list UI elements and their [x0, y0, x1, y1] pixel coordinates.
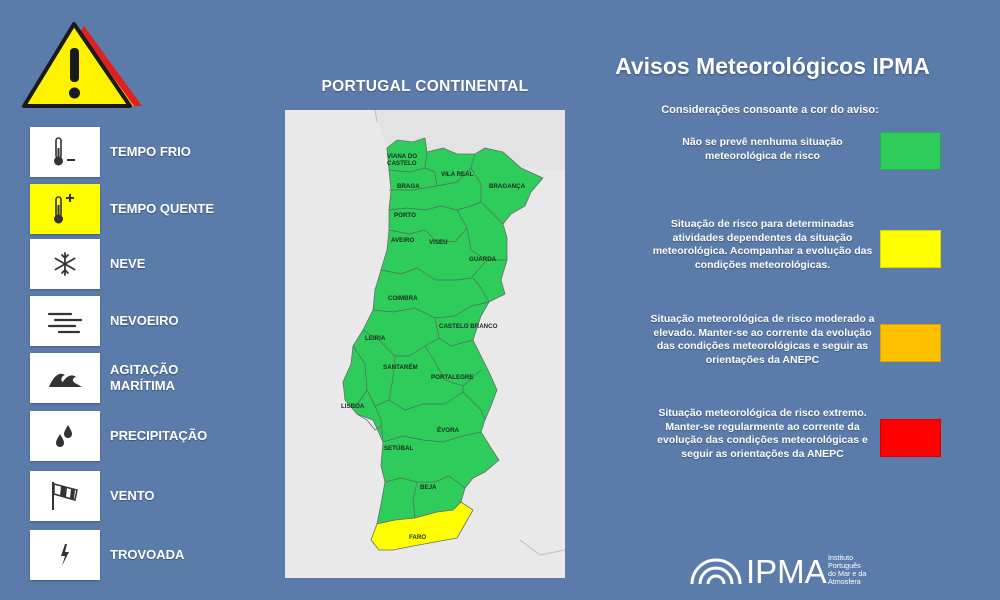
district-label-viana: VIANA DO [387, 153, 418, 160]
level-yellow-swatch [880, 230, 941, 268]
warning-type-label: NEVOEIRO [110, 313, 179, 328]
level-green-swatch [880, 132, 941, 170]
thermometer-plus-icon [30, 184, 100, 234]
lightning-icon [30, 530, 100, 580]
district-label-coimbra: COIMBRA [388, 295, 418, 302]
district-label-guarda: GUARDA [469, 256, 497, 263]
windsock-icon [30, 471, 100, 521]
warning-type-precipitation[interactable] [30, 411, 230, 461]
level-orange-swatch [880, 324, 941, 362]
district-label-vila-real: VILA REAL [441, 171, 474, 178]
page-title: Avisos Meteorológicos IPMA [615, 53, 930, 79]
raindrops-icon [30, 411, 100, 461]
district-label-beja: BEJA [420, 484, 437, 491]
district-label-lisboa: LISBOA [341, 403, 365, 410]
warning-type-wind[interactable] [30, 471, 230, 521]
considerations-heading: Considerações consoante a cor do aviso: [661, 104, 879, 116]
ipma-logo-name: IPMA [746, 553, 827, 588]
level-red-text: Situação meteorológica de risco extremo. Manter-se regularmente ao corrente da evolução das condições meteorológicas e seguir as orientações da ANEPC [657, 407, 868, 460]
level-orange-text: Situação meteorológica de risco moderado a elevado. Manter-se ao corrente da evolução das condições meteorológicas e seguir as orientações da ANEPC [650, 313, 875, 366]
warning-type-label: TEMPO FRIO [110, 144, 191, 159]
warning-type-label: VENTO [110, 488, 155, 503]
warning-type-thunderstorm[interactable] [30, 530, 230, 580]
district-label-porto: PORTO [394, 212, 416, 219]
district-label-santarem: SANTARÉM [383, 364, 418, 371]
warning-type-cold[interactable] [30, 127, 230, 177]
map-title: PORTUGAL CONTINENTAL [321, 78, 529, 95]
district-label-braga: BRAGA [397, 183, 420, 190]
ipma-logo [688, 546, 888, 588]
warning-type-heat[interactable] [30, 184, 230, 234]
district-label-portalegre: PORTALEGRE [431, 374, 474, 381]
warning-type-fog[interactable] [30, 296, 230, 346]
portugal-map [285, 110, 565, 578]
level-red-swatch [880, 419, 941, 457]
warning-type-snow[interactable] [30, 239, 230, 289]
warning-type-label: PRECIPITAÇÃO [110, 428, 208, 443]
warning-type-sea[interactable] [30, 353, 230, 403]
district-label-leiria: LEIRIA [365, 335, 386, 342]
level-yellow-text: Situação de risco para determinadas atividades dependentes da situação meteorológica. Acompanhar a evolução das condições meteorológicas. [652, 218, 873, 271]
district-label-evora: ÉVORA [437, 427, 460, 434]
warning-type-label: TEMPO QUENTE [110, 201, 215, 216]
ipma-logo-line: Atmosfera [828, 577, 861, 586]
ipma-logo-line: Instituto [828, 553, 854, 562]
district-label-castelo-branco: CASTELO BRANCO [439, 323, 498, 330]
district-label-setubal: SETÚBAL [384, 445, 414, 452]
district-label-faro: FARO [409, 534, 427, 541]
ipma-logo-line: do Mar e da [828, 569, 867, 578]
snowflake-icon [30, 239, 100, 289]
warning-type-label: NEVE [110, 256, 146, 271]
fog-icon [30, 296, 100, 346]
district-label-viana: CASTELO [387, 160, 417, 167]
warning-type-label: AGITAÇÃO MARÍTIMA [110, 362, 179, 393]
district-label-aveiro: AVEIRO [391, 237, 415, 244]
level-green-text: Não se prevê nenhuma situação meteorológica de risco [682, 136, 843, 162]
ipma-logo-line: Português [828, 561, 861, 570]
warning-type-label: TROVOADA [110, 547, 185, 562]
thermometer-minus-icon [30, 127, 100, 177]
wave-icon [30, 353, 100, 403]
district-label-braganca: BRAGANÇA [489, 183, 526, 190]
warning-triangle-icon [22, 22, 147, 112]
ipma-arcs-icon [692, 560, 740, 584]
district-label-viseu: VISEU [429, 239, 448, 246]
